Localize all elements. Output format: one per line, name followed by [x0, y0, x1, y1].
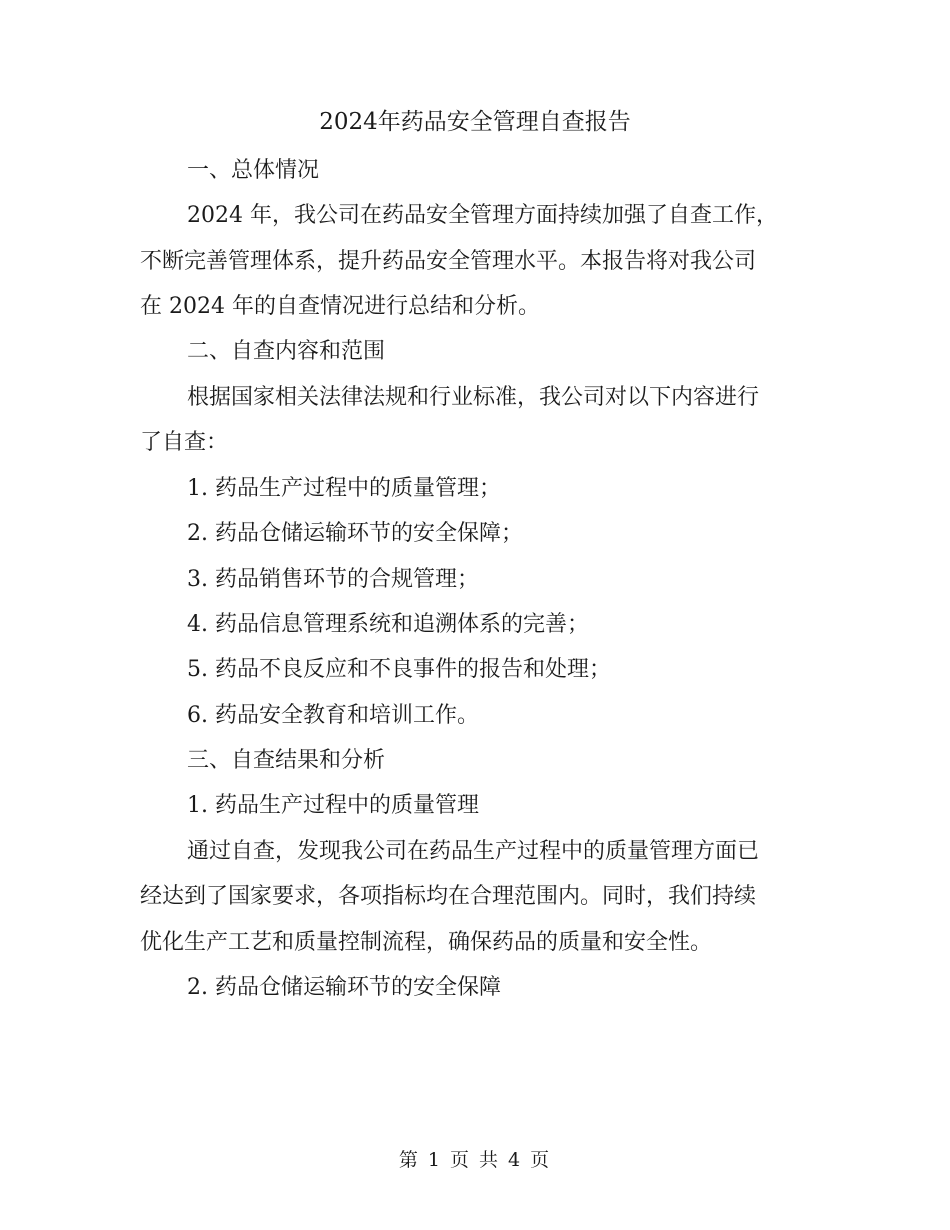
subsection-heading: 2. 药品仓储运输环节的安全保障	[187, 975, 501, 1000]
section-heading-overview: 一、总体情况	[187, 158, 320, 183]
list-item: 6. 药品安全教育和培训工作。	[187, 703, 479, 728]
subsection-heading: 1. 药品生产过程中的质量管理	[187, 793, 479, 818]
paragraph-line: 优化生产工艺和质量控制流程，确保药品的质量和安全性。	[140, 930, 713, 955]
document-title: 2024年药品安全管理自查报告	[319, 109, 631, 135]
paragraph-line: 经达到了国家要求，各项指标均在合理范围内。同时，我们持续	[140, 884, 757, 909]
section-heading-scope: 二、自查内容和范围	[187, 339, 386, 364]
page-number-footer: 第 1 页 共 4 页	[398, 1149, 552, 1171]
list-item: 3. 药品销售环节的合规管理；	[187, 567, 479, 592]
section-heading-results: 三、自查结果和分析	[187, 748, 386, 773]
paragraph-line: 根据国家相关法律法规和行业标准，我公司对以下内容进行	[187, 385, 760, 410]
list-item: 1. 药品生产过程中的质量管理；	[187, 476, 501, 501]
list-item: 2. 药品仓储运输环节的安全保障；	[187, 521, 523, 546]
paragraph-line: 在 2024 年的自查情况进行总结和分析。	[140, 294, 540, 319]
paragraph-line: 不断完善管理体系，提升药品安全管理水平。本报告将对我公司	[140, 249, 757, 274]
paragraph-line: 了自查：	[140, 430, 229, 455]
paragraph-line: 通过自查，发现我公司在药品生产过程中的质量管理方面已	[187, 839, 760, 864]
list-item: 5. 药品不良反应和不良事件的报告和处理；	[187, 657, 611, 682]
list-item: 4. 药品信息管理系统和追溯体系的完善；	[187, 612, 589, 637]
paragraph-line: 2024 年，我公司在药品安全管理方面持续加强了自查工作，	[187, 203, 778, 228]
